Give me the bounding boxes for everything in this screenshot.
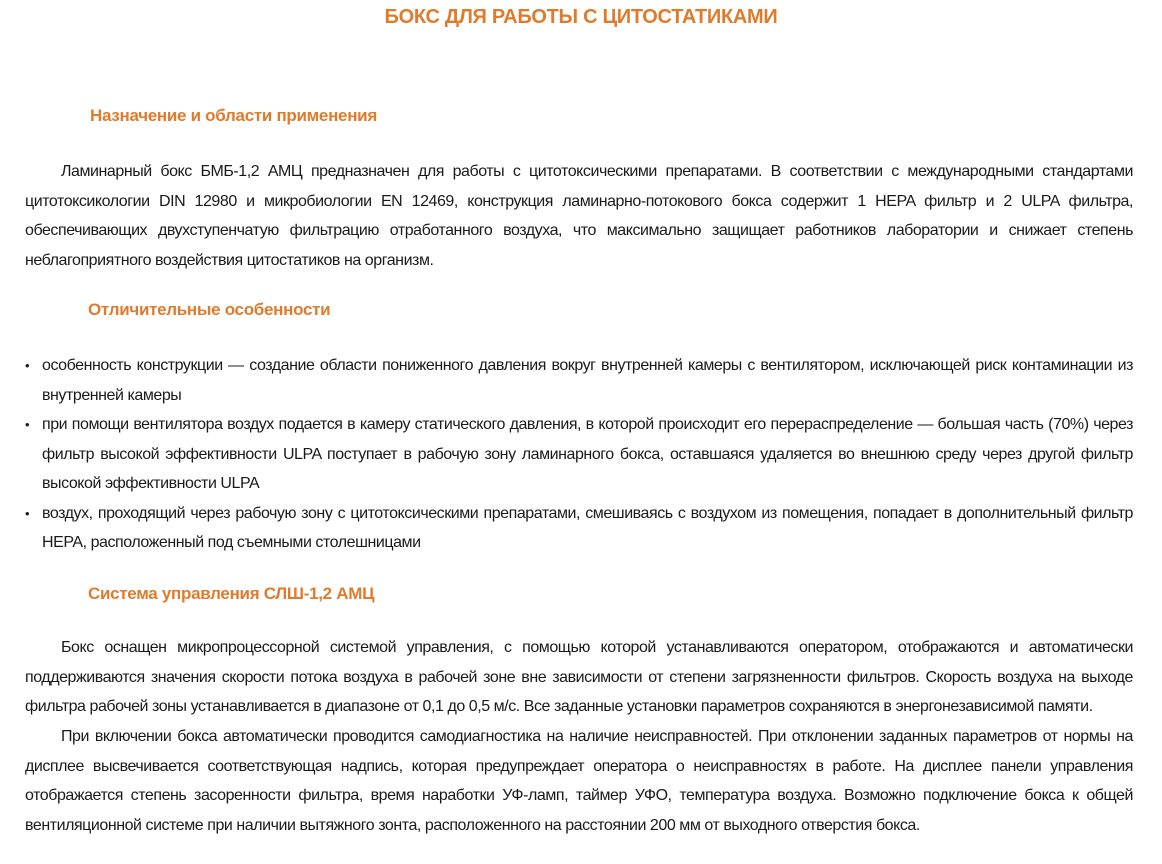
list-item [25, 410, 1133, 499]
section-heading-control-system: Система управления СЛШ-1,2 АМЦ [88, 584, 375, 603]
control-system-paragraph-2: При включении бокса автоматически проводится самодиагностика на наличие неисправностей. При отклонении заданных параметров от нормы на дисплее высвечивается соответствующая надпись, которая предупреждает оператора о неисправностях в работе. На дисплее панели управления отображается степень засоренности фильтра, время наработки УФ-ламп, таймер УФО, температура воздуха. Возможно подключение бокса к общей вентиляционной системе при наличии вытяжного зонта, расположенного на расстоянии 200 мм от выходного отверстия бокса. [25, 728, 1133, 834]
page-title: БОКС ДЛЯ РАБОТЫ С ЦИТОСТАТИКАМИ [384, 6, 778, 28]
features-list [25, 351, 1133, 558]
bullet-icon: • [25, 505, 30, 521]
list-item-text: при помощи вентилятора воздух подается в камеру статического давления, в которой происходит его перераспределение — большая часть (70%) через фильтр высокой эффективности ULPA поступает в рабочую зону ламинарного бокса, оставшаяся удаляется во внешнюю среду через другой фильтр высокой эффективности ULPA [42, 416, 1133, 492]
section-heading-features: Отличительные особенности [88, 300, 331, 319]
control-system-paragraph-1: Бокс оснащен микропроцессорной системой управления, с помощью которой устанавливаются оператором, отображаются и автоматически поддерживаются значения скорости потока воздуха в рабочей зоне вне зависимости от степени загрязненности фильтров. Скорость воздуха на выходе фильтра рабочей зоны устанавливается в диапазоне от 0,1 до 0,5 м/с. Все заданные установки параметров сохраняются в энергонезависимой памяти. [25, 639, 1133, 715]
purpose-paragraph: Ламинарный бокс БМБ-1,2 АМЦ предназначен для работы с цитотоксическими препаратами. В соответствии с международными стандартами цитотоксикологии DIN 12980 и микробиологии EN 12469, конструкция ламинарно-потокового бокса содержит 1 HEPA фильтр и 2 ULPA фильтра, обеспечивающих двухступенчатую фильтрацию отработанного воздуха, что максимально защищает работников лаборатории и снижает степень неблагоприятного воздействия цитостатиков на организм. [25, 163, 1133, 269]
list-item [25, 351, 1133, 410]
bullet-icon: • [25, 417, 30, 432]
list-item [25, 499, 1133, 558]
bullet-icon: • [25, 358, 30, 373]
list-item-text: воздух, проходящий через рабочую зону с цитотоксическими препаратами, смешиваясь с воздухом из помещения, попадает в дополнительный фильтр HEPA, расположенный под съемными столешницами [42, 504, 1133, 551]
section-heading-purpose: Назначение и области применения [90, 106, 377, 125]
list-item-text: особенность конструкции — создание области пониженного давления вокруг внутренней камеры с вентилятором, исключающей риск контаминации из внутренней камеры [42, 357, 1133, 404]
